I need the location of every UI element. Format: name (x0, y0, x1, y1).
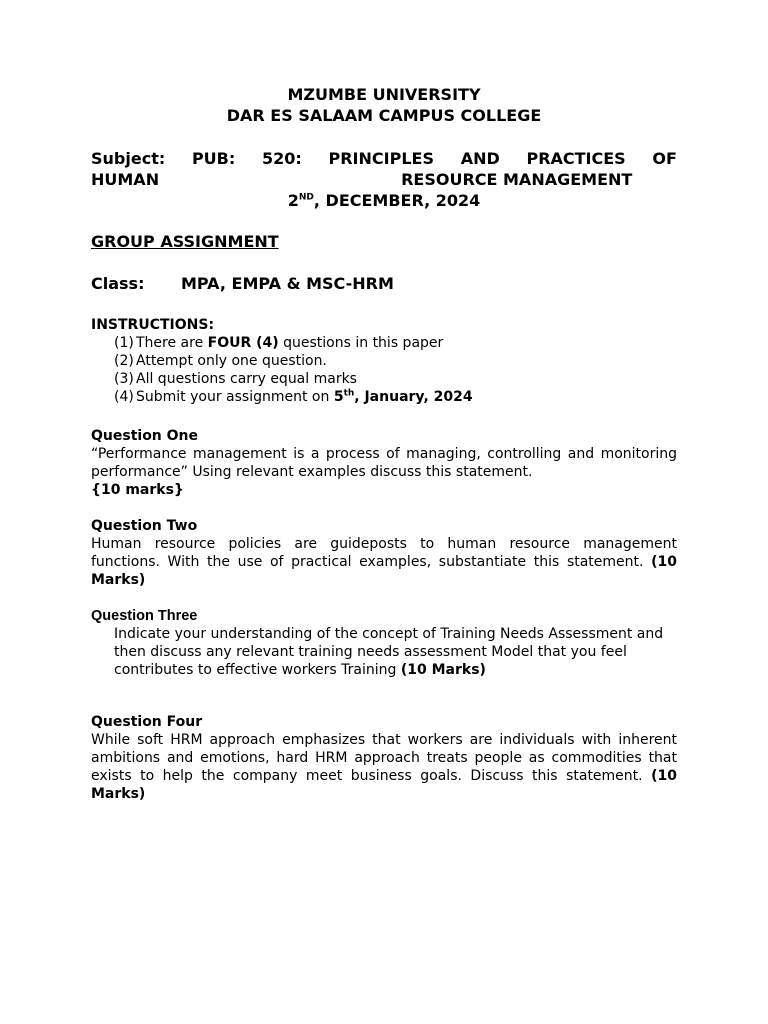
instruction-bold: FOUR (4) (207, 335, 279, 351)
date-rest: , DECEMBER, 2024 (313, 191, 481, 210)
instruction-text-part: There are (136, 335, 208, 351)
question-marks: {10 marks} (91, 482, 184, 498)
instruction-text (136, 388, 473, 406)
submit-date-rest: , January, 2024 (354, 389, 473, 405)
instruction-text: All questions carry equal marks (136, 371, 357, 387)
university-name: MZUMBE UNIVERSITY (287, 85, 481, 104)
subject-label: Subject: (91, 149, 166, 168)
submit-date (334, 389, 473, 405)
instruction-item (91, 388, 677, 406)
document-body (91, 84, 677, 803)
instruction-number: (3) (114, 371, 134, 387)
instruction-text-part: questions in this paper (278, 335, 444, 351)
subject-word: PUB: (191, 149, 236, 168)
instructions-list (91, 334, 677, 406)
question-body: Human resource policies are guideposts to human resource management functions. With the use of practical examples, substantiate this statement. (91, 536, 677, 570)
assignment-date (91, 190, 677, 212)
subject-word: RESOURCE MANAGEMENT (401, 170, 633, 189)
question-marks: (10 Marks) (91, 768, 677, 802)
question-text (91, 535, 677, 589)
question-body: While soft HRM approach emphasizes that workers are individuals with inherent ambitions and emotions, hard HRM approach treats people as commodities that exists to help the company meet business goals. Discuss this statement. (91, 732, 677, 784)
subject-word: OF (652, 149, 677, 168)
instruction-item (91, 370, 677, 388)
class-line (91, 273, 677, 295)
question-title: Question Two (91, 518, 198, 534)
instruction-text (136, 334, 443, 352)
instruction-number: (4) (114, 389, 134, 405)
question-title: Question Four (91, 714, 203, 730)
instruction-item (91, 334, 677, 352)
question-marks: (10 Marks) (91, 554, 677, 588)
instruction-number: (1) (114, 335, 134, 351)
question-text (91, 625, 677, 679)
instruction-number: (2) (114, 353, 134, 369)
submit-day: 5 (333, 389, 344, 405)
question-marks: (10 Marks) (400, 662, 486, 678)
campus-name: DAR ES SALAAM CAMPUS COLLEGE (226, 106, 542, 125)
subject-word: AND (460, 149, 500, 168)
question-text: “Performance management is a process of managing, controlling and monitoring performance” Using relevant examples discuss this statement. (91, 446, 677, 480)
subject-word: PRINCIPLES (328, 149, 434, 168)
question-title: Question One (91, 428, 199, 444)
question-body: Indicate your understanding of the concept of Training Needs Assessment and then discuss any relevant training needs assessment Model that you feel contributes to effective workers Training (114, 626, 664, 678)
instructions-heading: INSTRUCTIONS: (91, 317, 215, 333)
question-text (91, 731, 677, 803)
instruction-item (91, 352, 677, 370)
subject-word: PRACTICES (526, 149, 626, 168)
subject-line (91, 148, 677, 190)
class-value: MPA, EMPA & MSC-HRM (181, 274, 394, 293)
date-day: 2 (287, 191, 299, 210)
subject-word: 520: (261, 149, 302, 168)
submit-day-suffix: th (343, 388, 355, 399)
date-suffix: ND (298, 192, 314, 203)
instruction-text-part: Submit your assignment on (136, 389, 334, 405)
instruction-text: Attempt only one question. (136, 353, 327, 369)
class-label: Class: (91, 274, 145, 293)
group-assignment-heading: GROUP ASSIGNMENT (91, 232, 279, 251)
question-title: Question Three (91, 608, 198, 624)
subject-word: HUMAN (91, 170, 160, 189)
